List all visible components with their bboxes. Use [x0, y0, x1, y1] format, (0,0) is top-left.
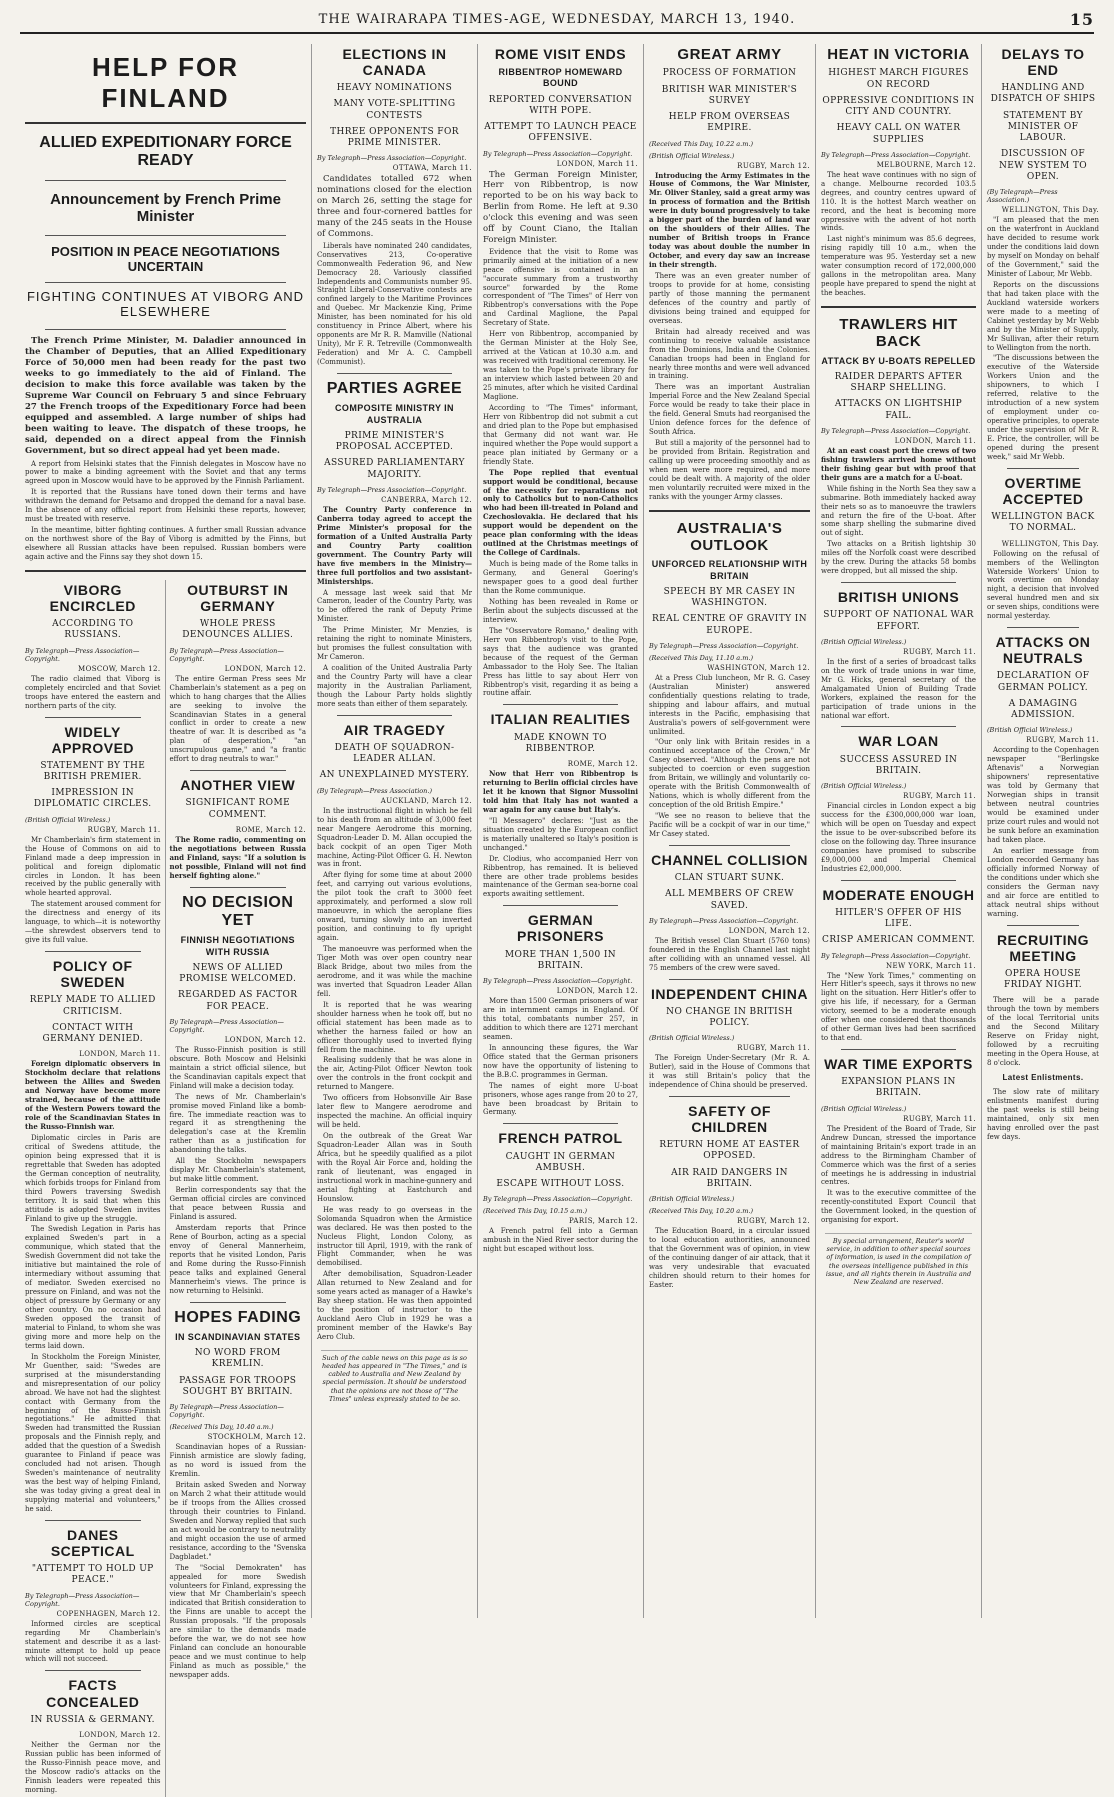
subhead: THREE OPPONENTS FOR PRIME MINISTER. [330, 126, 459, 149]
column-1 [20, 44, 312, 1794]
dateline: LONDON, March 12. [79, 1730, 161, 1739]
article-body: An earlier message from London recorded Germany has officially informed Norway of the conditions under which she considers the German navy and air force are entitled to attack neutral ships without warning. [987, 846, 1099, 918]
headline-war-loan: WAR LOAN [858, 733, 939, 750]
divider [45, 329, 286, 330]
article-body: The heat wave continues with no sign of a change. Melbourne recorded 103.5 degrees, and country centres upward of 110. It is the hottest March weather on record, and the heat is becoming more oppressive with the advent of hot north winds. [821, 170, 976, 233]
dateline: RUGBY, March 11. [737, 1044, 810, 1053]
article-body: There was an important Australian Imperial Force and the New Zealand Special Force would be ready to take their place in the field. General Smuts had reorganised the Union defence forces for the defence of South Africa. [649, 383, 810, 437]
divider [669, 845, 790, 846]
article-body: Dr. Clodius, who accompanied Herr von Ribbentrop, has remained. It is believed there are other trade problems besides maintenance of the German sea-borne coal exports awaiting settlement. [483, 854, 638, 899]
subhead: SUPPORT OF NATIONAL WAR EFFORT. [823, 610, 974, 632]
article-body: It is reported that he was wearing shoulder harness when he took off, but no official statement has been made as to whether the harness failed or how an officer thoroughly used to inverted flying fell from the machine. [317, 1000, 472, 1054]
subhead: ATTACK BY U-BOATS REPELLED [821, 355, 976, 366]
article-body: Neither the German nor the Russian public has been informed of the Russo-Finnish peace move, and the Moscow radio's attacks on the Finnish leaders were repeated this morning. [25, 1740, 161, 1794]
byline: By Telegraph—Press Association—Copyright. [821, 150, 971, 159]
subhead: CAUGHT IN GERMAN AMBUSH. [505, 1151, 616, 1173]
finland-lead: The French Prime Minister, M. Daladier announced in the Chamber of Deputies, that an Allied Expeditionary Force of 50,000 men had been ready for the past two weeks to go immediately to the aid of Finland. The decision to make this force available was taken by the Supreme War Council on February 5 and since February 27 the French troops of the Expeditionary Force had been equipped and assembled. A large number of ships had been waiting to leave. The dispatch of these troops, he said, depended on a direct appeal from the Finnish Government, but so direct appeal had yet been made. [25, 336, 306, 457]
article-body: Foreign diplomatic observers in Stockholm declare that relations between the Allies and Sweden and Norway have become more strained, because of the attitude of the Western Powers toward the role of the Scandinavian States in the Russo-Finnish war. [25, 1059, 161, 1131]
subhead: ACCORDING TO RUSSIANS. [52, 619, 134, 641]
byline: By Telegraph—Press Association—Copyright. [169, 646, 284, 663]
subhead: ATTACKS ON LIGHTSHIP FAIL. [834, 399, 963, 421]
article-body: The "New York Times," commenting on Herr Hitler's speech, says it throws no new light on the situation. Herr Hitler's offer to give his life, if necessary, for a German victory, seemed to be a moderate enough offer when one considered that thousands of other German lives had been sacrificed to that end. [821, 971, 976, 1043]
article-body: He was ready to go overseas in the Solomanda Squadron when the Armistice was declared. He was then posted to the Nucleus Flight, London Colony, as instructor till April, 1919, with the rank of Flight Commander, when he was demobilised. [317, 1205, 472, 1268]
subhead: SPEECH BY MR CASEY IN WASHINGTON. [663, 586, 796, 609]
divider [190, 770, 287, 771]
article-body: The British vessel Clan Stuart (5760 tons) foundered in the English Channel last night after colliding with an unnamed vessel. All 75 members of the crew were saved. [649, 936, 810, 972]
headline-viborg: VIBORG ENCIRCLED [49, 582, 136, 615]
headline-widely-approved: WIDELY APPROVED [51, 723, 135, 756]
dateline: LONDON, March 12. [224, 1035, 306, 1044]
article-body: Informed circles are sceptical regarding Mr Chamberlain's statement and describe it as a last-minute attempt to hold up peace which will not succeed. [25, 1619, 161, 1664]
subhead: EXPANSION PLANS IN BRITAIN. [841, 1077, 956, 1099]
subhead: COMPOSITE MINISTRY IN AUSTRALIA [335, 403, 454, 425]
headline-elections-canada: ELECTIONS IN CANADA [342, 46, 447, 79]
subhead: DISCUSSION OF NEW SYSTEM TO OPEN. [998, 149, 1088, 182]
headline-safety-of-children: SAFETY OF CHILDREN [688, 1103, 771, 1136]
column-1-split [25, 580, 306, 1797]
article-body: The Education Board, in a circular issued to local education authorities, announced that the Government was of opinion, in view of the continuing danger of air attack, that it was very undesirable that evacuated children should return to their homes for Easter. [649, 1227, 810, 1289]
sub-column-right [166, 580, 307, 1797]
subhead: UNFORCED RELATIONSHIP WITH BRITAIN [651, 559, 808, 581]
divider [649, 510, 810, 512]
column-6 [982, 44, 1104, 1618]
byline: By Telegraph—Press Association—Copyright. [649, 641, 799, 650]
divider [45, 717, 141, 718]
article-body: The radio claimed that Viborg is completely encircled and that Soviet troops have entered the eastern and northern parts of the city. [25, 674, 161, 710]
dateline: RUGBY, March 12. [737, 161, 810, 170]
article-body: Realising suddenly that he was alone in the air, Acting-Pilot Officer Newton took over the controls in the front cockpit and returned to Mangere. [317, 1056, 472, 1092]
subhead: RAIDER DEPARTS AFTER SHARP SHELLING. [834, 371, 963, 394]
reuters-note: By special arrangement, Reuter's world service, in addition to other special sources of information, is used in the compilation of the overseas intelligence published in this issue, and all rights therein in Australia and New Zealand are reserved. [825, 1233, 972, 1286]
received-time: (Received This Day, 10.22 a.m.) [649, 139, 753, 148]
column-2 [312, 44, 478, 1618]
article-body: At a Press Club luncheon, Mr R. G. Casey (Australian Minister) answered confidentially questions relating to trade, shipping and labour affairs, and mutual interests in the Pacific, emphasising that Australia's powers of self-government were unlimited. [649, 673, 810, 736]
subhead: REPORTED CONVERSATION WITH POPE. [488, 94, 633, 116]
dateline: NEW YORK, March 11. [885, 961, 976, 970]
subhead: NO WORD FROM KREMLIN. [194, 1348, 281, 1370]
headline-policy-of-sweden: POLICY OF SWEDEN [52, 958, 133, 991]
dateline: WELLINGTON, This Day. [1001, 206, 1099, 215]
article-body: The Swedish Legation in Paris has explained Sweden's part in a communique, which stated that the Swedish Government did not take the initiative but maintained the role of intermediary without assuming that of mediator. Sweden exercised no pressure on Finland, and was not the object of pressure by Germany or any other country. On no occasion had Sweden opposed the transit of material to Finland, to whom she was giving more and more help on the terms laid down. [25, 1225, 161, 1350]
byline: By Telegraph—Press Association—Copyright. [821, 951, 971, 960]
subhead: NO CHANGE IN BRITISH POLICY. [666, 1006, 793, 1028]
subhead: MORE THAN 1,500 IN BRITAIN. [504, 949, 617, 971]
article-body: In Stockholm the Foreign Minister, Mr Guenther, said: "Swedes are surprised at the misunderstanding and misrepresentation of our policy abroad. We have not had the slightest contact with Germany from the beginning of the Russo-Finnish negotiations." He admitted that Sweden had transmitted the Russian proposals and the Finnish reply, and added that the question of a Swedish guarantee to Finland if peace was concluded had not arisen. Though Sweden's maintenance of neutrality was the best way of helping Finland, she was today giving a great deal in supplying material and volunteers," he said. [25, 1352, 161, 1514]
subhead: SIGNIFICANT ROME COMMENT. [185, 798, 291, 820]
byline: By Telegraph—Press Association—Copyright. [169, 1017, 284, 1034]
dateline: RUGBY, March 11. [1026, 736, 1099, 745]
byline: (British Official Wireless.) [649, 151, 735, 160]
subhead: REAL CENTRE OF GRAVITY IN EUROPE. [651, 614, 807, 636]
article-body: Mr Chamberlain's firm statement in the House of Commons on aid to Finland made a deep impression in political and foreign diplomatic circles in London. It has been received by the public generally with whole hearted approval. [25, 835, 161, 898]
divider [190, 887, 287, 888]
article-body: The Foreign Under-Secretary (Mr R. A. Butler), said in the House of Commons that it was still Britain's policy that the independence of China should be preserved. [649, 1054, 810, 1090]
masthead-title: THE WAIRARAPA TIMES-AGE, WEDNESDAY, MARCH 13, 1940. [318, 12, 796, 27]
received-time: (Received This Day, 11.10 a.m.) [649, 653, 753, 662]
subhead: RIBBENTROP HOMEWARD BOUND [498, 67, 623, 89]
subhead: HEAVY NOMINATIONS [336, 83, 453, 94]
divider [190, 1302, 287, 1303]
article-body: "The discussions between the executive of the Waterside Workers Union and the shipowners, to which I referred, relative to the introduction of a new system of employment under co-operative principles, to operate under the supervision of Mr R. E. Price, the controller, will be opened during the present week," said Mr Webb. [987, 354, 1099, 461]
article-body: There was an even greater number of troops to provide for at home, consisting partly of those manning the permanent defences of the country and partly of divisions being trained and equipped for overseas. [649, 271, 810, 325]
article-body: The Country Party conference in Canberra today agreed to accept the Prime Minister's proposal for the formation of a United Australia Party and Country Party coalition government. The Country Party will have five members in the Ministry—three full portfolios and two assistant-Ministerships. [317, 504, 472, 586]
article-body: The statement aroused comment for the directness and energy of its language, to which—it is noteworthy—the shrewdest observers tend to give its full value. [25, 900, 161, 945]
article-body: Last night's minimum was 85.6 degrees, rising rapidly till 10 a.m., when the temperature was 95. Yesterday set a new water consumption record of 172,000,000 gallons in the metropolitan area. Many people have prepared to spend the night at the beaches. [821, 235, 976, 298]
subhead: IMPRESSION IN DIPLOMATIC CIRCLES. [33, 788, 152, 810]
dateline: RUGBY, March 12. [737, 1217, 810, 1226]
article-body: After flying for some time at about 2000 feet, and carrying out various evolutions, the pilot took the craft to 3000 feet approximately, and performed a slow roll manoeuvre, in which the aeroplane flies onward, turning slowly into an inverted position, and continuing to fly upright again. [317, 871, 472, 943]
article-body: "Our only link with Britain resides in a continued acceptance of the Crown," Mr Casey observed. "Although the pens are not subjected to coercion or even suggestion from Britain, we willingly and voluntarily co-operate with the British Commonwealth of Nations, which is wholly different from the conception of the old British Empire." [649, 738, 810, 810]
article-body: Amsterdam reports that Prince Rene of Bourbon, acting as a special envoy of General Mannerheim, reports that he visited London, Paris and Rome during the Russo-Finnish peace talks and explained General Mannerheim's views. The prince is now returning to Helsinki. [169, 1223, 306, 1295]
divider [1007, 468, 1079, 469]
received-time: (Received This Day, 10.15 a.m.) [483, 1207, 587, 1216]
subhead: CONTACT WITH GERMANY DENIED. [42, 1022, 143, 1045]
dateline: LONDON, March 11. [556, 159, 638, 168]
article-body: Financial circles in London expect a big success for the £300,000,000 war loan, which will be open on Tuesday and expect the issue to be over-subscribed before its close on the following day. Three insurance companies have promised to subscribe £9,000,000 and Imperial Chemical Industries £2,000,000. [821, 802, 976, 873]
article-body: Liberals have nominated 240 candidates, Conservatives 213, Co-operative Commonwealth Federation 96, and New Democracy 28. Variously classified Independents and Communists number 95. Straight Liberal-Conservative contests are confined largely to the Maritime Provinces and Quebec. Mr Mackenzie King, Prime Minister, has been nominated for his old constituency in Prince Albert, where his opponents are Mr R. R. Mamville (National Unity), Mr F. R. Tetreville (Commonwealth Federation) and Mr A. C. Campbell (Communist). [317, 241, 472, 367]
divider [45, 282, 286, 283]
byline: (British Official Wireless.) [821, 637, 907, 646]
byline: By Telegraph—Press Association—Copyright. [169, 1403, 284, 1420]
byline: (British Official Wireless.) [25, 815, 111, 824]
article-body: In announcing these figures, the War Office stated that the German prisoners now have the opportunity of listening to the B.B.C. programmes in German. [483, 1043, 638, 1079]
article-body: Evidence that the visit to Rome was primarily aimed at the initiation of a new peace offensive is contained in an "accurate summary from a trustworthy source" forwarded by the Rome correspondent of "The Times" of Herr von Ribbentrop's conversations with the Pope and Cardinal Maglione, the Papal Secretary of State. [483, 247, 638, 328]
subhead: IN SCANDINAVIAN STATES [175, 1331, 301, 1342]
dateline: WELLINGTON, This Day. [1001, 539, 1099, 548]
article-body: The entire German Press sees Mr Chamberlain's statement as a peg on which to hang charges that the Allies are seeking to involve the Scandinavian States in a general conflict in order to create a new theatre of war. It is described as "a plan of desperation," "an unscrupulous game," and "a frantic effort to drag neutrals to war." [169, 674, 306, 764]
dateline: PARIS, March 12. [568, 1217, 638, 1226]
article-body: The manoeuvre was performed when the Tiger Moth was over open country near Black Bridge, about two miles from the aerodrome, and it was while the machine was inverted that Squadron Leader Allan fell. [317, 945, 472, 998]
article-body: It was to the executive committee of the recently-constituted Export Council that the Government looked, in the question of organising for export. [821, 1189, 976, 1225]
finland-paragraph: It is reported that the Russians have toned down their terms and have withdrawn the demand for Petsamo and dropped the demand for a naval base. In the absence of any official report from Helsinki these reports, however, must be treated with reserve. [25, 488, 306, 524]
subhead: MANY VOTE-SPLITTING CONTESTS [333, 99, 456, 121]
article-body: More than 1500 German prisoners of war are in internment camps in England. Of this total, combatants number 257, in addition to which there are 1271 merchant seamen. [483, 997, 638, 1041]
subhead: NEWS OF ALLIED PROMISE WELCOMED. [179, 962, 297, 985]
headline-italian-realities: ITALIAN REALITIES [490, 711, 631, 728]
divider [1007, 627, 1079, 628]
received-time: (Received This Day, 10.20 a.m.) [649, 1207, 753, 1216]
byline: By Telegraph—Press Association—Copyright. [483, 977, 633, 986]
column-4 [644, 44, 816, 1618]
subhead: REPLY MADE TO ALLIED CRITICISM. [29, 995, 156, 1017]
article-body: The "Social Demokraten" has appealed for more Swedish volunteers for Finland, expressing the view that Mr Chamberlain's speech indicated that British consideration to the Finns are unable to accept the Russian proposals. "If the proposals are similar to the demands made before the war, we do not see how Finland can conclude an honourable peace and we must continue to help Finland as much as possible," the newspaper adds. [169, 1563, 306, 1680]
headline-facts-concealed: FACTS CONCEALED [46, 1677, 140, 1710]
article-body: While fishing in the North Sea they saw a submarine. Both immediately hacked away their nets so as to manoeuvre the trawlers and return the fire of the U-boat. After some sharp shelling the submarine dived out of sight. [821, 484, 976, 538]
copyright-note: Such of the cable news on this page as is so headed has appeared in "The Times," and is cabled to Australia and New Zealand by special permission. It should be understood that the opinions are not those of "The Times" unless expressly stated to be so. [321, 1350, 468, 1403]
subhead: STATEMENT BY MINISTER OF LABOUR. [1003, 110, 1083, 144]
article-body: The Rome radio, commenting on the negotiations between Russia and Finland, says: "If a solution is not possible, Finland will not find herself fighting alone." [169, 834, 306, 880]
column-3 [478, 44, 644, 1618]
divider [45, 235, 286, 236]
byline: By Telegraph—Press Association—Copyright. [821, 426, 971, 435]
article-body: A coalition of the United Australia Party and the Country Party will have a clear majority in the Australian Parliament, though the Labour Party holds slightly more seats than either of them separately. [317, 664, 472, 708]
subhead: ESCAPE WITHOUT LOSS. [496, 1179, 625, 1190]
article-body: Diplomatic circles in Paris are critical of Swedens attitude, the opinion being expressed that it is regrettable that Sweden has adopted the German conception of neutrality, which forbids troops for Finland from third Powers traversing Swedish territory. It is said that when this attitude is adopted Sweden invites Finland to give up the struggle. [25, 1133, 161, 1223]
dateline: RUGBY, March 11. [903, 1114, 976, 1123]
headline-german-prisoners: GERMAN PRISONERS [517, 912, 604, 945]
headline-attacks-on-neutrals: ATTACKS ON NEUTRALS [995, 634, 1091, 667]
headline-british-unions: BRITISH UNIONS [837, 589, 960, 606]
article-body: "We see no reason to believe that the Pacific will be a cockpit of war in our time," Mr Casey stated. [649, 812, 810, 839]
masthead [20, 10, 1094, 34]
byline: By Telegraph—Press Association—Copyright. [483, 1195, 633, 1204]
dateline: LONDON, March 12. [556, 987, 638, 996]
dateline: STOCKHOLM, March 12. [207, 1433, 306, 1442]
article-body: The names of eight more U-boat prisoners, whose ages range from 20 to 27, have been broadcast by Britain to Germany. [483, 1081, 638, 1117]
divider [337, 715, 452, 716]
article-body: All the Stockholm newspapers display Mr. Chamberlain's statement, but make little comment. [169, 1157, 306, 1184]
divider [669, 979, 790, 980]
dateline: OTTAWA, March 11. [392, 164, 472, 173]
article-body: The slow rate of military enlistments manifest during the past weeks is still being maintained, only six men having enrolled over the past few days. [987, 1087, 1099, 1141]
subhead: AIR RAID DANGERS IN BRITAIN. [671, 1167, 788, 1189]
divider [1007, 925, 1079, 926]
dateline: LONDON, March 12. [224, 664, 306, 673]
article-body: The "Osservatore Romano," dealing with Herr von Ribbentrop's visit to the Pope, says that the audience was granted because of the request of the German Ambassador to the Holy See. The Italian Press has little to say about Herr von Ribbentrop's visit, regarding it as being a routine affair. [483, 626, 638, 698]
divider [841, 726, 956, 727]
article-body: There will be a parade through the town by members of the local Territorial units and the Second Military Reserve on Friday night, followed by a recruiting meeting in the Opera House, at 8 o'clock. [987, 996, 1099, 1067]
article-body: At an east coast port the crews of two fishing trawlers arrived home without their fishing gear but with proof that their guns are a match for a U-boat. [821, 445, 976, 482]
subhead: FINNISH NEGOTIATIONS WITH RUSSIA [180, 935, 295, 957]
article-body: According to "The Times" informant, Herr von Ribbentrop did not submit a cut and dried plan to the Pope but emphasised that Germany did not want war. He inquired whether the Pope would support a peace plan initiated by Germany or a friendly State. [483, 403, 638, 466]
byline: By Telegraph—Press Association—Copyright. [25, 646, 140, 663]
byline: By Telegraph—Press Association—Copyright. [25, 1591, 140, 1608]
dateline: LONDON, March 11. [894, 436, 976, 445]
divider [45, 1670, 141, 1671]
dateline: RUGBY, March 11. [903, 647, 976, 656]
subhead: CLAN STUART SUNK. [674, 873, 785, 884]
subhead: SUCCESS ASSURED IN BRITAIN. [839, 754, 958, 776]
divider [669, 1096, 790, 1097]
subhead: HITLER'S OFFER OF HIS LIFE. [835, 907, 962, 930]
subhead: WELLINGTON BACK TO NORMAL. [991, 512, 1095, 534]
subhead: Latest Enlistments. [1002, 1072, 1084, 1082]
article-body: Two officers from Hobsonville Air Base later flew to Mangere aerodrome and inspected the machine. An official inquiry will be held. [317, 1094, 472, 1130]
subhead: ASSURED PARLIAMENTARY MAJORITY. [324, 458, 465, 480]
subhead: A DAMAGING ADMISSION. [1008, 698, 1078, 721]
article-body: According to the Copenhagen newspaper "Berlingske Aftenavis" a Norwegian shipowners' representative was told by Germany that Norwegian ships in transit between neutral countries would be examined under prize court rules and would not be sunk before an examination had taken place. [987, 746, 1099, 844]
dateline: AUCKLAND, March 12. [380, 796, 472, 805]
article-body: Scandinavian hopes of a Russian-Finnish armistice are slowly fading, as no word is issued from the Kremlin. [169, 1443, 306, 1479]
deck-allied-force: ALLIED EXPEDITIONARY FORCE READY [39, 134, 292, 169]
subhead: PASSAGE FOR TROOPS SOUGHT BY BRITAIN. [179, 1375, 297, 1397]
article-body: Candidates totalled 672 when nominations closed for the election on March 26, setting the stage for three and four-cornered battles for many of the 245 seats in the House of Commons. [317, 174, 472, 239]
byline: (British Official Wireless.) [649, 1034, 735, 1043]
subhead: BRITISH WAR MINISTER'S SURVEY [661, 84, 798, 106]
divider [841, 1049, 956, 1050]
byline: By Telegraph—Press Association—Copyright. [649, 916, 799, 925]
headline-danes-sceptical: DANES SCEPTICAL [50, 1526, 135, 1560]
article-body: A message last week said that Mr Cameron, leader of the Country Party, was to be offered the rank of Deputy Prime Minister. [317, 588, 472, 624]
article-body: Britain had already received and was continuing to receive valuable assistance from the Dominions, India and the Colonies. Canadian troops had been in England for nearly three months and were well advanced in training. [649, 327, 810, 381]
finland-paragraph: In the meantime, bitter fighting continues. A further small Russian advance on the northwest shore of the Bay of Viborg is admitted by the Finns, but elsewhere all Russian attacks have been repulsed. Russian bombers were again active and the Finns say they shot down 15. [25, 526, 306, 562]
headline-french-patrol: FRENCH PATROL [498, 1130, 623, 1147]
article-body: Now that Herr von Ribbentrop is returning to Berlin official circles have let it be known that Signor Mussolini told him that Italy has not wanted a war again for any cause but Italy's. [483, 769, 638, 814]
subhead: HELP FROM OVERSEAS EMPIRE. [668, 112, 791, 134]
headline-trawlers-hit-back: TRAWLERS HIT BACK [839, 316, 958, 351]
subhead: HIGHEST MARCH FIGURES ON RECORD [828, 68, 969, 90]
divider [45, 951, 141, 952]
headline-war-time-exports: WAR TIME EXPORTS [824, 1056, 973, 1073]
article-body: The Pope replied that eventual support would be conditional, because of the necessity for reparations not only to Catholics but to non-Catholics who had been ill-treated in Poland and Czechoslovakia. He declared that his support would be dependent on the peace plan conforming with the ideas outlined at the Christmas meetings of the College of Cardinals. [483, 467, 638, 558]
article-body: "I am pleased that the men on the waterfront in Auckland have decided to resume work under the conditions laid down by myself on Monday on behalf of the Government," said the Minister of Labour, Mr Webb. [987, 216, 1099, 278]
article-body: The Prime Minister, Mr Menzies, is retaining the right to nominate Ministers, but promises the fullest consultation with Mr Cameron. [317, 626, 472, 662]
dateline: RUGBY, March 11. [903, 792, 976, 801]
headline-channel-collision: CHANNEL COLLISION [651, 851, 808, 868]
dateline: MELBOURNE, March 12. [876, 160, 976, 169]
sub-column-left [25, 580, 166, 1797]
article-body: Introducing the Army Estimates in the House of Commons, the War Minister, Mr. Oliver Stanley, said a great army was in process of formation and the British were in duty bound progressively to take a bigger part of the burden of land war on the shoulders of their Allies. The number of British troops in France today was about double the number in October, and every day saw an increase in their strength. [649, 170, 810, 270]
subhead: WHOLE PRESS DENOUNCES ALLIES. [182, 619, 294, 641]
article-body: In the instructional flight in which he fell to his death from an altitude of 3,000 feet near Mangere Aerodrome this morning, Squadron-Leader D. M. Allan occupied the back cockpit of an open Tiger Moth machine, Acting-Pilot Officer G. H. Newton was in front. [317, 806, 472, 869]
dateline: WASHINGTON, March 12. [707, 663, 810, 672]
divider [503, 1123, 618, 1124]
article-body: In the first of a series of broadcast talks on the work of trade unions in war time, Mr G. Hicks, general secretary of the Amalgamated Union of Building Trade Workers, explained the reason for the participation of trade unions in the national war effort. [821, 657, 976, 720]
divider [503, 905, 618, 906]
deck-fighting: FIGHTING CONTINUES AT VIBORG AND ELSEWHERE [26, 289, 305, 319]
headline-hopes-fading: HOPES FADING [174, 1308, 302, 1326]
page-number: 15 [1069, 10, 1094, 29]
headline-outburst: OUTBURST IN GERMANY [187, 582, 289, 615]
dateline: ROME, March 12. [567, 760, 638, 769]
subhead: ATTEMPT TO LAUNCH PEACE OFFENSIVE. [484, 122, 637, 144]
subhead: IN RUSSIA & GERMANY. [30, 1714, 155, 1725]
article-body: On the outbreak of the Great War Squadron-Leader Allan was in South Africa, but he speedily qualified as a pilot with the Royal Air Force and, holding the rank of lieutenant, was engaged in instructional work in machine-gunnery and aerial fighting at Eastchurch and Hounslow. [317, 1132, 472, 1203]
headline-great-army: GREAT ARMY [677, 46, 782, 63]
subhead: DEATH OF SQUADRON-LEADER ALLAN. [334, 742, 455, 765]
received-time: (Received This Day, 10.40 a.m.) [169, 1423, 274, 1432]
headline-no-decision-yet: NO DECISION YET [182, 893, 294, 929]
headline-heat-in-victoria: HEAT IN VICTORIA [827, 46, 970, 63]
article-body: Two attacks on a British lightship 30 miles off the Norfolk coast were described by the crew. During the attacks 58 bombs were dropped, but all missed the ship. [821, 540, 976, 576]
article-body: Herr von Ribbentrop, accompanied by the German Minister at the Holy See, arrived at the Vatican at 10.30 a.m. and was received with traditional ceremony. He was taken to the Pope's private library for an interview which lasted between 20 and 25 minutes, after which he visited Cardinal Maglione. [483, 330, 638, 401]
subhead: DECLARATION OF GERMAN POLICY. [996, 671, 1090, 693]
subhead: OPPRESSIVE CONDITIONS IN CITY AND COUNTRY. [822, 95, 975, 117]
byline: (British Official Wireless.) [649, 1195, 735, 1204]
byline: (By Telegraph—Press Association.) [987, 188, 1058, 205]
divider [45, 180, 286, 181]
divider [841, 582, 956, 583]
article-body: "Il Messagero" declares: "Just as the situation created by the European conflict is materially unaltered so Italy's position is unchanged." [483, 816, 638, 852]
subhead: HANDLING AND DISPATCH OF SHIPS [990, 83, 1096, 105]
byline: (British Official Wireless.) [821, 1104, 907, 1113]
divider [25, 122, 306, 124]
byline: (British Official Wireless.) [821, 782, 907, 791]
dateline: ROME, March 12. [235, 825, 306, 834]
column-5 [816, 44, 982, 1618]
article-body: The German Foreign Minister, Herr von Ribbentrop, is now reported to be on his way back to Berlin from Rome. He left at 9.30 o'clock this evening and was seen off by Count Ciano, the Italian Foreign Minister. [483, 169, 638, 245]
headline-another-view: ANOTHER VIEW [180, 777, 296, 794]
dateline: CANBERRA, March 12. [381, 495, 472, 504]
dateline: LONDON, March 11. [79, 1050, 161, 1059]
divider [503, 704, 618, 705]
dateline: LONDON, March 12. [728, 926, 810, 935]
divider [841, 880, 956, 881]
article-body: The news of Mr. Chamberlain's promise moved Finland like a bomb-fire. The immediate reaction was to regard it as strengthening the delegation's case at the Kremlin rather than as a justification for abandoning the talks. [169, 1092, 306, 1155]
article-body: A French patrol fell into a German ambush in the Nied River sector during the night but escaped without loss. [483, 1227, 638, 1254]
headline-independent-china: INDEPENDENT CHINA [650, 985, 809, 1002]
byline: By Telegraph—Press Association—Copyright. [317, 154, 467, 163]
article-body: The Russo-Finnish position is still obscure. Both Moscow and Helsinki maintain a strict official silence, but the Scandinavian capitals expect that Finland will make a decision today. [169, 1045, 306, 1090]
deck-announcement: Announcement by French Prime Minister [50, 191, 281, 225]
subhead: "ATTEMPT TO HOLD UP PEACE." [31, 1564, 154, 1586]
article-body: But still a majority of the personnel had to be provided from Britain. Registration and calling up were proceeding smoothly and as when men were more required, and more could be dealt with. A majority of the older men voluntarily recruited were mixed in the ranks with the younger Army classes. [649, 439, 810, 501]
byline: By Telegraph—Press Association—Copyright. [317, 485, 467, 494]
divider [45, 1520, 141, 1521]
dateline: RUGBY, March 11. [87, 825, 161, 834]
headline-australias-outlook: AUSTRALIA'S OUTLOOK [676, 519, 783, 555]
subhead: MADE KNOWN TO RIBBENTROP. [514, 732, 607, 754]
subhead: OPERA HOUSE FRIDAY NIGHT. [1004, 968, 1082, 990]
subhead: PROCESS OF FORMATION [662, 68, 797, 79]
byline: (British Official Wireless.) [987, 726, 1073, 735]
subhead: STATEMENT BY THE BRITISH PREMIER. [40, 760, 146, 782]
subhead: ALL MEMBERS OF CREW SAVED. [665, 889, 794, 911]
article-body: Reports on the discussions that had taken place with the Auckland waterside workers were made to a meeting of Cabinet yesterday by Mr Webb and by the Minister of Supply, Mr Sullivan, after their return to Wellington from the north. [987, 280, 1099, 352]
headline-overtime-accepted: OVERTIME ACCEPTED [1002, 474, 1084, 508]
headline-air-tragedy: AIR TRAGEDY [343, 721, 446, 738]
article-body: After demobilisation, Squadron-Leader Allan returned to New Zealand and for some years acted as manager of a Hawke's Bay sheep station. He was then appointed to the position of instructor to the Auckland Aero Club in 1929 he was a prominent member of the Hawke's Bay Aero Club. [317, 1270, 472, 1342]
subhead: CRISP AMERICAN COMMENT. [822, 935, 975, 946]
article-body: Berlin correspondents say that the German official circles are convinced that peace between Russia and Finland is assured. [169, 1186, 306, 1222]
dateline: MOSCOW, March 12. [78, 664, 161, 673]
headline-rome-visit-ends: ROME VISIT ENDS [494, 46, 627, 62]
article-body: Nothing has been revealed in Rome or Berlin about the subjects discussed at the interview. [483, 597, 638, 624]
article-body: Following on the refusal of members of the Wellington Waterside Workers' Union to work overtime on Monday night, a decision that involved several hundred men and six or seven ships, conditions were normal yesterday. [987, 549, 1099, 621]
divider [25, 570, 306, 572]
subhead: HEAVY CALL ON WATER SUPPLIES [836, 123, 961, 145]
divider [337, 373, 452, 374]
article-body: The President of the Board of Trade, Sir Andrew Duncan, stressed the importance of maintaining Britain's export trade in an address to the Birmingham Chamber of Commerce which was the first of a series of meetings he is addressing in industrial centres. [821, 1124, 976, 1187]
article-body: Britain asked Sweden and Norway on March 2 what their attitude would be if troops from the Allies crossed through their countries to Finland. Sweden and Norway replied that such an act would be contrary to neutrality and might occasion the use of armed resistance, according to the "Svenska Dagbladet." [169, 1481, 306, 1561]
finland-paragraph: A report from Helsinki states that the Finnish delegates in Moscow have no power to make a binding agreement with the Soviet and that any terms agreed upon in Moscow would have to be approved by the Finnish Parliament. [25, 459, 306, 486]
dateline: COPENHAGEN, March 12. [56, 1609, 161, 1618]
headline-parties-agree: PARTIES AGREE [326, 380, 463, 398]
headline-moderate-enough: MODERATE ENOUGH [822, 886, 975, 903]
subhead: RETURN HOME AT EASTER OPPOSED. [659, 1140, 800, 1162]
subhead: PRIME MINISTER'S PROPOSAL ACCEPTED. [335, 430, 454, 453]
article-body: Much is being made of the Rome talks in Germany, and General Goering's newspaper goes to a good deal further than the Rome communique. [483, 560, 638, 595]
deck-peace-position: POSITION IN PEACE NEGOTIATIONS UNCERTAIN [51, 244, 280, 274]
divider [821, 306, 976, 308]
subhead: AN UNEXPLAINED MYSTERY. [319, 770, 470, 781]
headline-recruiting-meeting: RECRUITING MEETING [996, 931, 1090, 964]
headline-help-for-finland: HELP FOR FINLAND [92, 52, 239, 113]
subhead: REGARDED AS FACTOR FOR PEACE. [178, 990, 298, 1012]
byline: (By Telegraph—Press Association.) [317, 786, 432, 795]
byline: By Telegraph—Press Association—Copyright. [483, 149, 633, 158]
headline-delays-to-end: DELAYS TO END [1001, 46, 1085, 79]
